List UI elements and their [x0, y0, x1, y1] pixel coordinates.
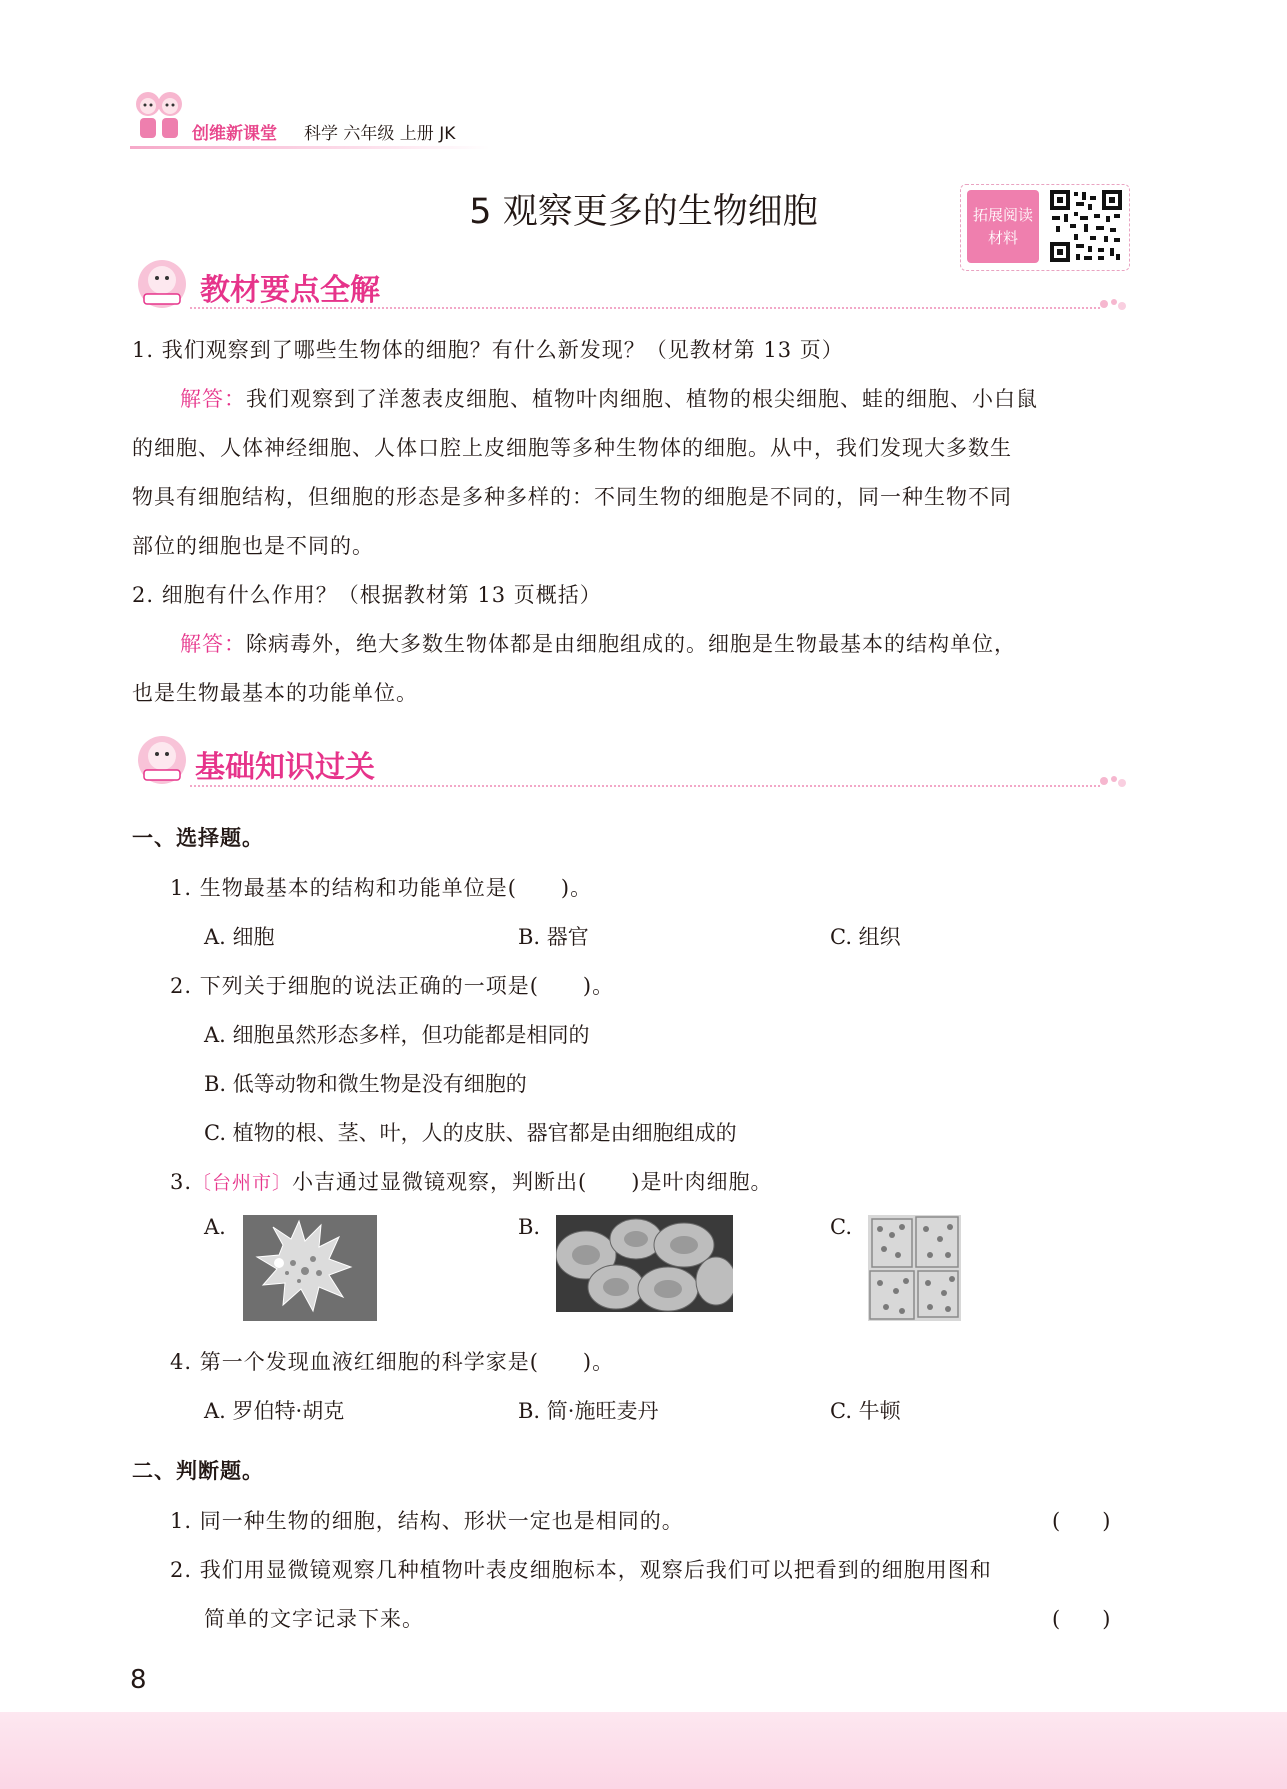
mc-4-option-a[interactable]: A. 罗伯特·胡克 [204, 1399, 345, 1423]
mc-question-2: 2. 下列关于细胞的说法正确的一项是( )。 [170, 974, 615, 998]
mc-1-option-c[interactable]: C. 组织 [830, 925, 901, 949]
part-1-title: 一、选择题。 [132, 826, 264, 850]
answer-2-line-2: 也是生物最基本的功能单位。 [132, 681, 418, 705]
answer-1-line-1: 解答：我们观察到了洋葱表皮细胞、植物叶肉细胞、植物的根尖细胞、蛙的细胞、小白鼠 [180, 387, 1038, 411]
header-divider [130, 146, 490, 149]
question-2: 2. 细胞有什么作用？（根据教材第 13 页概括） [132, 583, 602, 607]
page-title: 5 观察更多的生物细胞 [469, 192, 818, 232]
tf-2-answer-blank[interactable]: ( ) [1052, 1607, 1111, 1631]
amoeba-cell-image[interactable] [243, 1215, 377, 1321]
mc-question-1: 1. 生物最基本的结构和功能单位是( )。 [170, 876, 593, 900]
answer-label: 解答： [180, 632, 246, 656]
red-blood-cells-image[interactable] [556, 1215, 733, 1312]
section-mascot-icon [132, 258, 192, 310]
tf-question-2-line-2: 简单的文字记录下来。 [204, 1607, 424, 1631]
mc-question-4: 4. 第一个发现血液红细胞的科学家是( )。 [170, 1350, 615, 1374]
dots-decoration-icon [1098, 296, 1128, 312]
tf-question-2-line-1: 2. 我们用显微镜观察几种植物叶表皮细胞标本，观察后我们可以把看到的细胞用图和 [170, 1558, 992, 1582]
answer-2-line-1: 解答：除病毒外，绝大多数生物体都是由细胞组成的。细胞是生物最基本的结构单位， [180, 632, 1016, 656]
mc-2-option-b[interactable]: B. 低等动物和微生物是没有细胞的 [204, 1072, 527, 1096]
answer-1-line-4: 部位的细胞也是不同的。 [132, 534, 374, 558]
subject-label: 科学 六年级 上册 JK [304, 124, 456, 144]
brand-name: 创维新课堂 [192, 124, 277, 144]
mc-1-option-a[interactable]: A. 细胞 [204, 925, 275, 949]
section-mascot-icon [132, 734, 192, 786]
mc-4-option-b[interactable]: B. 简·施旺麦丹 [518, 1399, 659, 1423]
tf-question-1: 1. 同一种生物的细胞，结构、形状一定也是相同的。 [170, 1509, 684, 1533]
answer-1-line-2: 的细胞、人体神经细胞、人体口腔上皮细胞等多种生物体的细胞。从中，我们发现大多数生 [132, 436, 1012, 460]
mc-1-option-b[interactable]: B. 器官 [518, 925, 589, 949]
mc-2-option-c[interactable]: C. 植物的根、茎、叶，人的皮肤、器官都是由细胞组成的 [204, 1121, 737, 1145]
mc-question-3: 3.〔台州市〕小吉通过显微镜观察，判断出( )是叶肉细胞。 [170, 1170, 773, 1194]
footer-band [0, 1712, 1287, 1789]
mc-3-option-c-label[interactable]: C. [830, 1215, 852, 1239]
qr-label: 拓展阅读 材料 [967, 190, 1039, 263]
question-1: 1. 我们观察到了哪些生物体的细胞？有什么新发现？（见教材第 13 页） [132, 338, 844, 362]
qr-code-icon[interactable] [1048, 188, 1124, 264]
mc-3-option-b-label[interactable]: B. [518, 1215, 541, 1239]
mc-4-option-c[interactable]: C. 牛顿 [830, 1399, 901, 1423]
mascot-logo-icon [128, 86, 190, 148]
section-divider [190, 785, 1100, 787]
section-heading-basics: 基础知识过关 [195, 750, 375, 785]
section-heading-key-points: 教材要点全解 [200, 273, 380, 308]
region-tag: 〔台州市〕 [192, 1172, 293, 1194]
leaf-mesophyll-cells-image[interactable] [868, 1215, 961, 1321]
section-divider [190, 307, 1100, 309]
page-number: 8 [130, 1665, 147, 1695]
dots-decoration-icon [1098, 773, 1128, 789]
answer-label: 解答： [180, 387, 246, 411]
mc-2-option-a[interactable]: A. 细胞虽然形态多样，但功能都是相同的 [204, 1023, 590, 1047]
tf-1-answer-blank[interactable]: ( ) [1052, 1509, 1111, 1533]
part-2-title: 二、判断题。 [132, 1459, 264, 1483]
mc-3-option-a-label[interactable]: A. [204, 1215, 226, 1239]
answer-1-line-3: 物具有细胞结构，但细胞的形态是多种多样的：不同生物的细胞是不同的，同一种生物不同 [132, 485, 1012, 509]
